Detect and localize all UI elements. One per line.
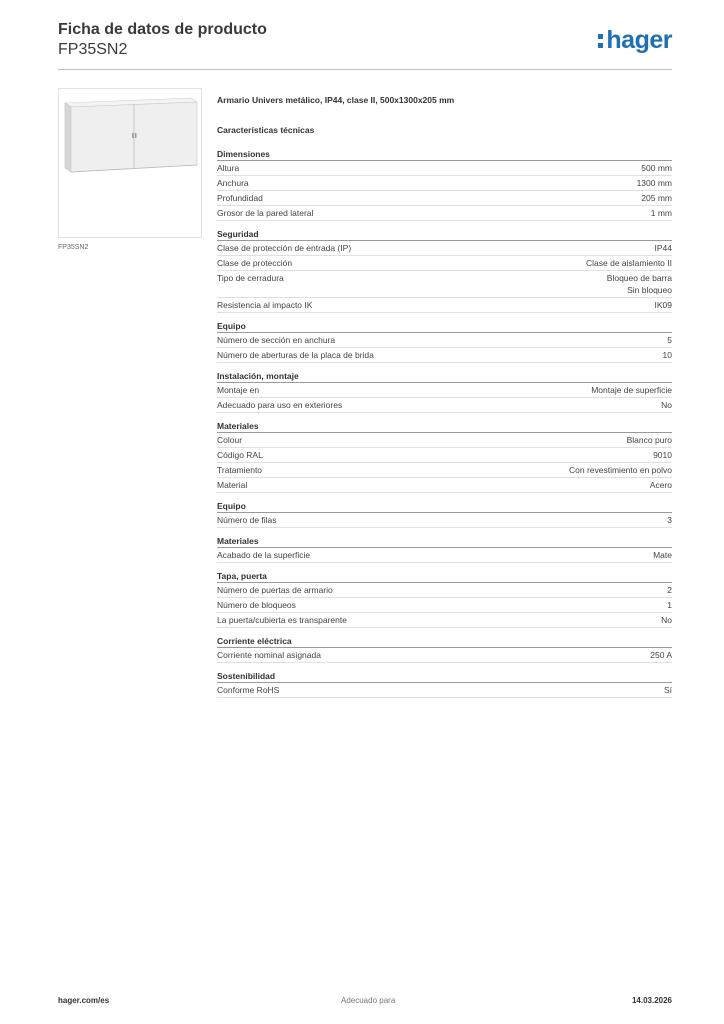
spec-section — [217, 227, 672, 313]
spec-value-line: Mate — [653, 550, 672, 560]
spec-row — [217, 583, 672, 598]
spec-section — [217, 369, 672, 413]
spec-row — [217, 348, 672, 363]
spec-value — [586, 257, 672, 269]
section-title: Tapa, puerta — [217, 569, 672, 583]
spec-row — [217, 333, 672, 348]
spec-row — [217, 463, 672, 478]
tech-heading: Características técnicas — [217, 125, 315, 135]
section-title: Corriente eléctrica — [217, 634, 672, 648]
section-title: Instalación, montaje — [217, 369, 672, 383]
section-title: Materiales — [217, 419, 672, 433]
spec-value-line: 9010 — [653, 450, 672, 460]
spec-value-line: 1300 mm — [636, 178, 672, 188]
spec-value-line: Sin bloqueo — [627, 285, 672, 295]
spec-row — [217, 648, 672, 663]
spec-value — [667, 334, 672, 346]
spec-value-line: 5 — [667, 335, 672, 345]
spec-value-line: 1 mm — [650, 208, 672, 218]
product-image — [58, 88, 202, 238]
spec-value-line: 3 — [667, 515, 672, 525]
spec-value-line: Con revestimiento en polvo — [568, 465, 672, 475]
spec-label: Montaje en — [217, 385, 260, 395]
product-description: Armario Univers metálico, IP44, clase II, 500x1300x205 mm — [217, 95, 455, 105]
spec-label: Tratamiento — [217, 465, 263, 475]
spec-label: Número de bloqueos — [217, 600, 296, 610]
spec-label: Adecuado para uso en exteriores — [217, 400, 343, 410]
spec-section — [217, 499, 672, 528]
spec-label: Número de filas — [217, 515, 277, 525]
spec-value — [650, 479, 672, 491]
spec-value — [591, 384, 672, 396]
spec-label: Colour — [217, 435, 243, 445]
spec-sections — [217, 147, 672, 698]
spec-value — [661, 614, 672, 626]
spec-row — [217, 598, 672, 613]
spec-value — [663, 349, 672, 361]
spec-row — [217, 271, 672, 298]
spec-row — [217, 478, 672, 493]
spec-section — [217, 147, 672, 221]
spec-value — [627, 434, 672, 446]
hager-logo — [598, 26, 672, 55]
spec-label: Profundidad — [217, 193, 263, 203]
spec-value — [607, 272, 672, 296]
spec-label: Número de sección en anchura — [217, 335, 336, 345]
footer-website: hager.com/es — [58, 996, 110, 1005]
logo-dots-icon — [598, 34, 603, 48]
spec-value-line: 1 — [667, 600, 672, 610]
spec-value — [655, 299, 673, 311]
spec-label: Corriente nominal asignada — [217, 650, 321, 660]
spec-value — [655, 242, 673, 254]
logo-text: hager — [606, 26, 672, 54]
spec-value — [661, 399, 672, 411]
spec-value — [664, 684, 672, 696]
spec-value — [667, 599, 672, 611]
spec-label: Resistencia al impacto IK — [217, 300, 313, 310]
spec-value-line: No — [661, 615, 672, 625]
spec-row — [217, 513, 672, 528]
cabinet-illustration-icon — [59, 89, 201, 237]
spec-label: Altura — [217, 163, 240, 173]
spec-value-line: Blanco puro — [626, 435, 672, 445]
spec-label: Acabado de la superficie — [217, 550, 311, 560]
spec-value — [651, 207, 672, 219]
spec-value-line: 10 — [662, 350, 672, 360]
section-title: Equipo — [217, 319, 672, 333]
spec-value-line: Acero — [649, 480, 672, 490]
spec-label: Grosor de la pared lateral — [217, 208, 314, 218]
spec-row — [217, 433, 672, 448]
spec-label: Tipo de cerradura — [217, 273, 284, 283]
spec-row — [217, 448, 672, 463]
spec-row — [217, 191, 672, 206]
spec-label: Clase de protección — [217, 258, 293, 268]
footer-center-text: Adecuado para — [341, 996, 396, 1005]
spec-value-line: 2 — [667, 585, 672, 595]
spec-value — [653, 549, 672, 561]
footer-date: 14.03.2026 — [631, 996, 672, 1005]
spec-label: Anchura — [217, 178, 249, 188]
spec-value-line: Bloqueo de barra — [606, 273, 672, 283]
spec-row — [217, 241, 672, 256]
spec-value — [641, 192, 672, 204]
spec-row — [217, 683, 672, 698]
spec-section — [217, 419, 672, 493]
spec-value — [637, 177, 672, 189]
spec-value-line: 250 A — [650, 650, 672, 660]
spec-value — [569, 464, 672, 476]
spec-row — [217, 176, 672, 191]
section-title: Dimensiones — [217, 147, 672, 161]
spec-value-line: Clase de aislamiento II — [586, 258, 672, 268]
spec-value — [641, 162, 672, 174]
section-title: Seguridad — [217, 227, 672, 241]
spec-value-line: No — [661, 400, 672, 410]
section-title: Equipo — [217, 499, 672, 513]
spec-value-line: IK09 — [654, 300, 672, 310]
spec-row — [217, 398, 672, 413]
spec-label: Material — [217, 480, 248, 490]
spec-label: Número de aberturas de la placa de brida — [217, 350, 374, 360]
spec-section — [217, 669, 672, 698]
spec-section — [217, 319, 672, 363]
spec-value-line: 500 mm — [641, 163, 672, 173]
spec-row — [217, 256, 672, 271]
spec-value — [667, 584, 672, 596]
spec-value — [653, 449, 672, 461]
spec-label: Código RAL — [217, 450, 263, 460]
spec-row — [217, 383, 672, 398]
section-title: Materiales — [217, 534, 672, 548]
image-caption: FP35SN2 — [58, 244, 89, 251]
spec-value-line: Montaje de superficie — [591, 385, 672, 395]
section-title: Sostenibilidad — [217, 669, 672, 683]
spec-value — [650, 649, 672, 661]
spec-label: Número de puertas de armario — [217, 585, 333, 595]
spec-row — [217, 548, 672, 563]
spec-row — [217, 613, 672, 628]
spec-section — [217, 534, 672, 563]
page-header — [58, 20, 672, 70]
product-code: FP35SN2 — [58, 41, 128, 58]
spec-value-line: 205 mm — [641, 193, 672, 203]
product-details — [217, 95, 672, 704]
spec-row — [217, 298, 672, 313]
spec-section — [217, 634, 672, 663]
spec-label: Conforme RoHS — [217, 685, 280, 695]
spec-value-line: IP44 — [654, 243, 672, 253]
spec-value — [667, 514, 672, 526]
spec-section — [217, 569, 672, 628]
spec-value-line: Sí — [663, 685, 672, 695]
spec-label: Clase de protección de entrada (IP) — [217, 243, 352, 253]
spec-row — [217, 161, 672, 176]
spec-row — [217, 206, 672, 221]
spec-label: La puerta/cubierta es transparente — [217, 615, 347, 625]
page-title: Ficha de datos de producto — [58, 21, 267, 38]
page-footer — [58, 996, 672, 1010]
